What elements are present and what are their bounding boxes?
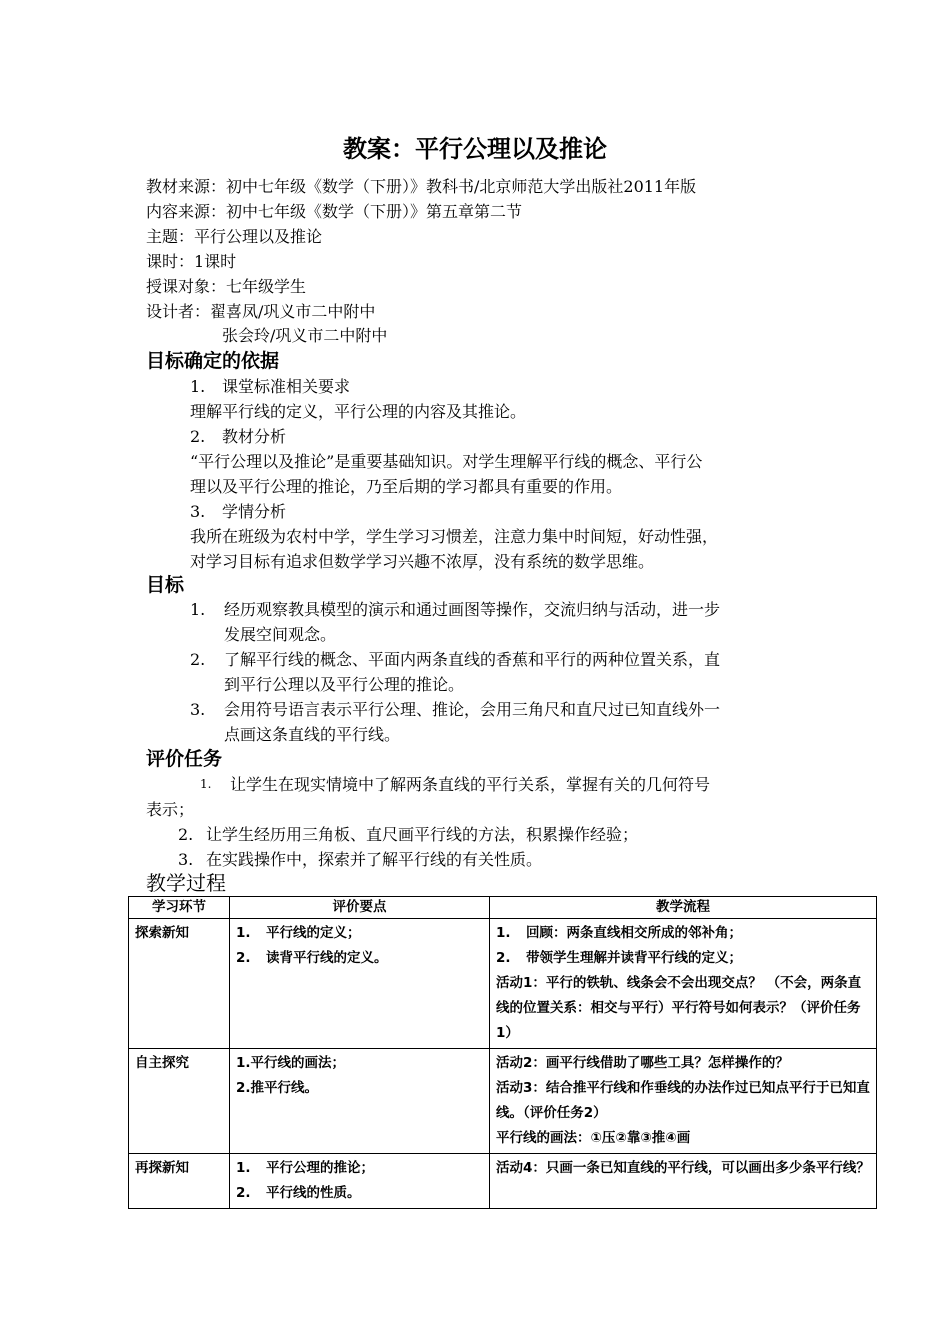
goals-heading: 目标 xyxy=(146,574,185,596)
goal-text-2a: 了解平行线的概念、平面内两条直线的香蕉和平行的两种位置关系，直 xyxy=(224,650,721,669)
basis-num-2: 2. xyxy=(190,427,206,446)
flow-text: 回顾：两条直线相交所成的邻补角； xyxy=(526,925,742,941)
eval-num-2: 2. xyxy=(178,825,194,844)
audience-line: 授课对象：七年级学生 xyxy=(146,277,307,296)
goal-text-2b: 到平行公理以及平行公理的推论。 xyxy=(224,675,465,694)
point-num: 2. xyxy=(236,950,251,966)
point-text: 2.推平行线。 xyxy=(236,1080,319,1096)
flow-text: 活动3：结合推平行线和作垂线的办法作过已知点平行于已知直线。（评价任务2） xyxy=(496,1080,870,1121)
goal-text-3a: 会用符号语言表示平行公理、推论，会用三角尺和直尺过已知直线外一 xyxy=(224,700,721,719)
flow-cell xyxy=(490,919,877,1049)
eval-text-1b: 表示； xyxy=(146,800,195,819)
goal-text-1b: 发展空间观念。 xyxy=(224,625,337,644)
point-num: 1. xyxy=(236,1160,251,1176)
flow-text: 活动1：平行的铁轨、线条会不会出现交点？ （不会，两条直线的位置关系：相交与平行）平行符号如何表示？（评价任务1） xyxy=(496,975,862,1041)
topic-line: 主题：平行公理以及推论 xyxy=(146,227,323,246)
points-cell xyxy=(230,919,490,1049)
basis-num-3: 3. xyxy=(190,502,206,521)
basis-text-1: 理解平行线的定义，平行公理的内容及其推论。 xyxy=(190,402,527,421)
evaluation-heading: 评价任务 xyxy=(146,748,223,770)
points-cell xyxy=(230,1154,490,1209)
point-num: 1. xyxy=(236,925,251,941)
header-stage: 学习环节 xyxy=(129,897,230,919)
point-text: 读背平行线的定义。 xyxy=(266,950,388,966)
point-text: 平行线的定义； xyxy=(266,925,361,941)
stage-cell: 再探新知 xyxy=(129,1154,230,1209)
basis-text-3b: 对学习目标有追求但数学学习兴趣不浓厚，没有系统的数学思维。 xyxy=(190,552,655,571)
point-text: 1.平行线的画法； xyxy=(236,1055,346,1071)
goal-num-3: 3. xyxy=(190,700,206,719)
basis-label-3: 学情分析 xyxy=(222,502,287,521)
flow-text: 活动2：画平行线借助了哪些工具？怎样操作的？ xyxy=(496,1055,789,1071)
goal-num-1: 1. xyxy=(190,600,206,619)
goal-text-1a: 经历观察教具模型的演示和通过画图等操作，交流归纳与活动，进一步 xyxy=(224,600,721,619)
table-row xyxy=(129,919,877,1049)
eval-text-3: 在实践操作中，探索并了解平行线的有关性质。 xyxy=(206,850,543,869)
table-row xyxy=(129,1049,877,1154)
table-header-row xyxy=(129,897,877,919)
point-text: 平行公理的推论； xyxy=(266,1160,374,1176)
flow-text: 带领学生理解并读背平行线的定义； xyxy=(526,950,742,966)
document-title: 教案：平行公理以及推论 xyxy=(343,135,607,163)
flow-num: 2. xyxy=(496,950,511,966)
basis-num-1: 1. xyxy=(190,377,206,396)
goal-text-3b: 点画这条直线的平行线。 xyxy=(224,725,401,744)
basis-label-2: 教材分析 xyxy=(222,427,287,446)
eval-num-1: 1. xyxy=(200,777,212,791)
basis-label-1: 课堂标准相关要求 xyxy=(222,377,351,396)
goal-num-2: 2. xyxy=(190,650,206,669)
eval-text-2: 让学生经历用三角板、直尺画平行线的方法，积累操作经验； xyxy=(206,825,639,844)
points-cell xyxy=(230,1049,490,1154)
designer-line-2: 张会玲/巩义市二中附中 xyxy=(222,326,388,345)
flow-text: 平行线的画法：①压②靠③推④画 xyxy=(496,1130,691,1146)
stage-cell: 探索新知 xyxy=(129,919,230,1049)
stage-cell: 自主探究 xyxy=(129,1049,230,1154)
eval-text-1a: 让学生在现实情境中了解两条直线的平行关系，掌握有关的几何符号 xyxy=(230,775,711,794)
point-text: 平行线的性质。 xyxy=(266,1185,361,1201)
basis-text-3a: 我所在班级为农村中学，学生学习习惯差，注意力集中时间短，好动性强， xyxy=(190,527,719,546)
process-table xyxy=(128,896,877,1209)
process-heading: 教学过程 xyxy=(146,871,226,895)
basis-heading: 目标确定的依据 xyxy=(146,350,280,372)
header-flow: 教学流程 xyxy=(490,897,877,919)
flow-num: 1. xyxy=(496,925,511,941)
point-num: 2. xyxy=(236,1185,251,1201)
basis-text-2a: “平行公理以及推论”是重要基础知识。对学生理解平行线的概念、平行公 xyxy=(190,452,703,471)
source-line: 教材来源：初中七年级《数学（下册）》教科书/北京师范大学出版社2011年版 xyxy=(146,177,697,196)
header-points: 评价要点 xyxy=(230,897,490,919)
flow-text: 活动4：只画一条已知直线的平行线，可以画出多少条平行线？ xyxy=(496,1160,870,1176)
designer-line-1: 设计者：翟喜凤/巩义市二中附中 xyxy=(146,302,376,321)
basis-text-2b: 理以及平行公理的推论，乃至后期的学习都具有重要的作用。 xyxy=(190,477,623,496)
eval-num-3: 3. xyxy=(178,850,194,869)
flow-cell xyxy=(490,1154,877,1209)
content-line: 内容来源：初中七年级《数学（下册）》第五章第二节 xyxy=(146,202,523,221)
flow-cell xyxy=(490,1049,877,1154)
table-row xyxy=(129,1154,877,1209)
hours-line: 课时：1课时 xyxy=(146,252,237,271)
